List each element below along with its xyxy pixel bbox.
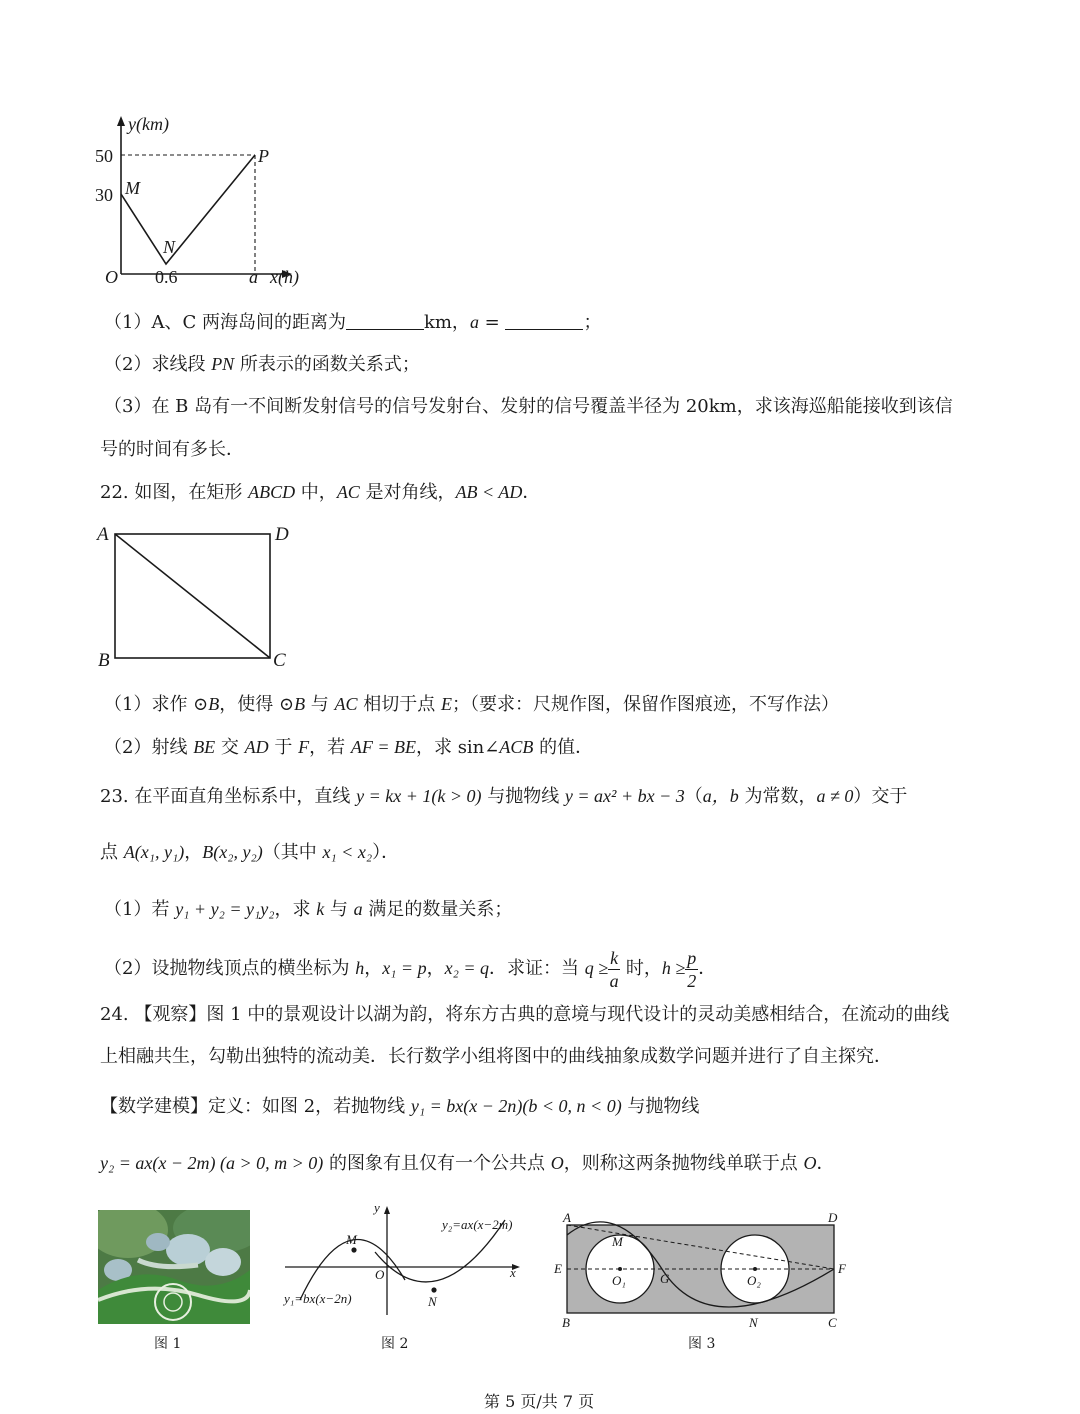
q24-definition-line1: 【数学建模】定义：如图 2，若抛物线 y₁ = bx(x − 2n)(b < 0, n < 0) 与抛物线 (100, 1096, 700, 1117)
q24-observe-line2: 上相融共生，勾勒出独特的流动美．长行数学小组将图中的曲线抽象成数学问题并进行了自主探究． (100, 1046, 892, 1067)
origin-label: O (105, 267, 118, 287)
fig2-label-y1: y₁=bx(x−2n) (284, 1291, 352, 1306)
fig2-label-n: N (428, 1294, 437, 1309)
fig2-label-x: x (510, 1265, 516, 1280)
point-p-label: P (258, 146, 269, 166)
fig2-point-n (431, 1287, 436, 1292)
fig2-label-y2: y₂=ax(x−2m) (442, 1217, 513, 1232)
fraction-p-over-2: $\frac{p}{2}$ (687, 947, 697, 991)
fig3-label-f: F (838, 1261, 846, 1276)
caption-fig1: 图 1 (154, 1336, 182, 1352)
fig3-label-o1: O₁ (612, 1273, 626, 1288)
graph-line-mnp (121, 155, 255, 264)
fig3-center-o2 (753, 1267, 757, 1271)
q23-part1: （1）若 y₁ + y₂ = y₁y₂，求 k 与 a 满足的数量关系； (104, 899, 513, 920)
label-d: D (275, 524, 289, 545)
page-footer: 第 5 页/共 7 页 (484, 1392, 595, 1411)
q23-stem: 23. 在平面直角坐标系中，直线 y = kx + 1(k > 0) 与抛物线 y = ax² + bx − 3（a，b 为常数，a ≠ 0）交于 (100, 786, 908, 807)
figure-3-rectangle-circles (550, 1205, 850, 1330)
diagonal-ac (115, 534, 270, 658)
q22-part1: （1）求作 ⊙B，使得 ⊙B 与 AC 相切于点 E；（要求：尺规作图，保留作图痕迹，不写作法） (104, 694, 839, 715)
fig3-center-o1 (618, 1267, 622, 1271)
y-tick-50: 50 (95, 146, 113, 166)
fig3-label-e: E (554, 1261, 562, 1276)
fig3-label-b: B (562, 1315, 570, 1330)
figure-2-parabolas (280, 1200, 530, 1320)
fig2-y-arrow (384, 1206, 390, 1214)
y-axis-arrow (117, 116, 125, 126)
x-tick-06: 0.6 (155, 267, 178, 287)
q24-observe-line1: 24. 【观察】图 1 中的景观设计以湖为韵，将东方古典的意境与现代设计的灵动美感相结合，在流动的曲线 (100, 1004, 950, 1025)
q23-part2: （2）设抛物线顶点的横坐标为 h，x₁ = p，x₂ = q．求证：当 q ≥ $\frac{k}{a}$ 时，h ≥ $\frac{p}{2}$ ． (104, 947, 717, 991)
fig2-label-m: M (346, 1232, 357, 1247)
label-a: A (97, 524, 109, 545)
caption-fig2: 图 2 (381, 1336, 409, 1352)
q21-part2: （2）求线段 PN 所表示的函数关系式； (104, 354, 420, 375)
answer-blank-distance[interactable] (346, 311, 424, 330)
fig2-point-m (351, 1247, 356, 1252)
q24-definition-line2: y₂ = ax(x − 2m) (a > 0, m > 0) 的图象有且仅有一个公共点 O，则称这两条抛物线单联于点 O． (100, 1153, 835, 1174)
q21-part3-line1: （3）在 B 岛有一不间断发射信号的信号发射台、发射的信号覆盖半径为 20km，求该海巡船能接收到该信 (104, 396, 953, 417)
label-c: C (273, 650, 286, 671)
label-b: B (98, 650, 110, 671)
fig3-label-n: N (749, 1315, 758, 1330)
fraction-k-over-a: $\frac{k}{a}$ (609, 947, 619, 991)
q22-part2: （2）射线 BE 交 AD 于 F，若 AF = BE，求 sin∠ACB 的值． (104, 737, 594, 758)
landscape-photo (98, 1210, 250, 1324)
y-axis-label: y(km) (128, 114, 169, 134)
fig3-label-m: M (612, 1234, 623, 1249)
fig3-label-c: C (828, 1315, 837, 1330)
landscape-photo-drawing (98, 1210, 250, 1324)
fig3-label-a: A (563, 1210, 571, 1225)
distance-time-graph (90, 110, 320, 295)
fig2-label-y: y (374, 1200, 380, 1215)
q23-points: 点 A(x₁, y₁)，B(x₂, y₂)（其中 x₁ < x₂）． (100, 842, 400, 863)
q22-stem: 22. 如图，在矩形 ABCD 中，AC 是对角线，AB < AD． (100, 482, 541, 503)
x-axis-label: x(h) (270, 267, 299, 287)
fig3-label-o2: O₂ (747, 1273, 761, 1288)
point-m-label: M (125, 178, 140, 198)
q21-part3-line2: 号的时间有多长． (100, 439, 244, 460)
fig3-label-g: G (660, 1271, 670, 1286)
answer-blank-a[interactable] (505, 311, 583, 330)
caption-fig3: 图 3 (688, 1336, 716, 1352)
point-n-label: N (163, 237, 176, 257)
fig2-label-o: O (375, 1267, 385, 1282)
rectangle-abcd-figure (95, 518, 305, 673)
fig3-label-d: D (828, 1210, 838, 1225)
q21-part1: （1）A、C 两海岛间的距离为 km，a = ； (104, 312, 602, 333)
y-tick-30: 30 (95, 185, 113, 205)
x-tick-a: a (249, 267, 258, 287)
